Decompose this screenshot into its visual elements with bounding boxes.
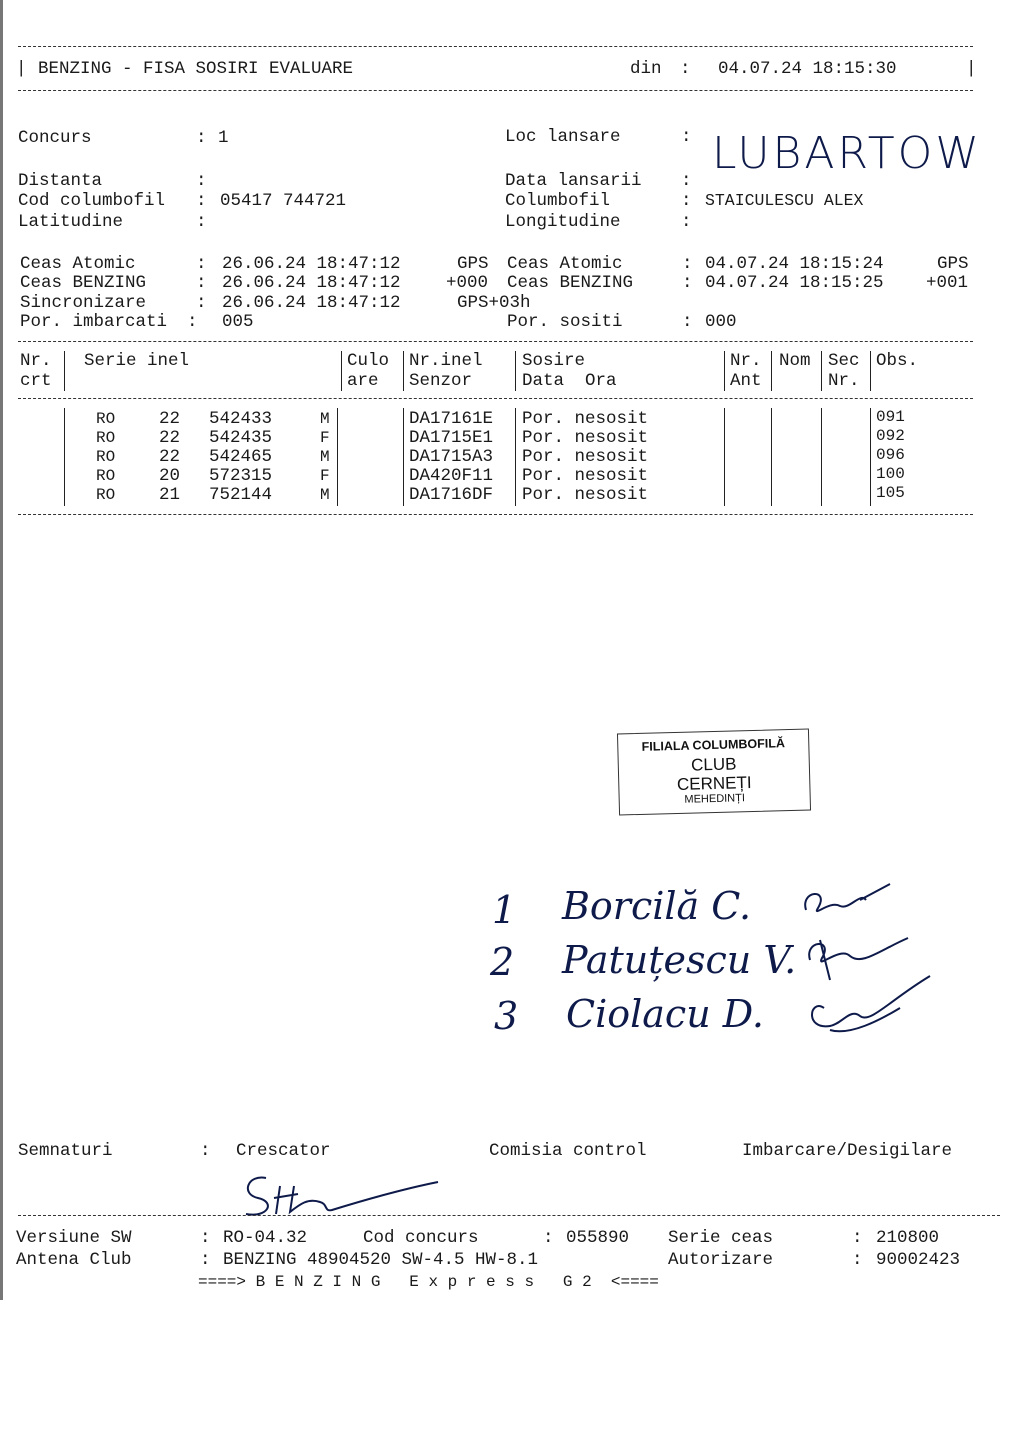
- header-sec: Sec: [828, 351, 860, 371]
- clock-value: 04.07.24 18:15:24: [705, 254, 884, 274]
- commission-signatures: [790, 880, 940, 1060]
- longitudine-label: Longitudine: [505, 212, 621, 232]
- por-sositi-label: Por. sositi: [507, 312, 623, 332]
- pipe: |: [966, 59, 977, 79]
- cod-concurs-label: Cod concurs: [363, 1228, 479, 1248]
- colon: :: [200, 1141, 211, 1161]
- column-rule: [724, 351, 725, 391]
- serie-ceas-value: 210800: [876, 1228, 940, 1248]
- colon: :: [187, 312, 198, 332]
- header-crt: crt: [20, 371, 52, 391]
- colon: :: [681, 171, 692, 191]
- commission-member: Ciolacu D.: [566, 992, 764, 1036]
- row-country: RO: [96, 486, 116, 504]
- versiune-value: RO-04.32: [223, 1228, 308, 1248]
- clock-label: Ceas BENZING: [507, 273, 634, 293]
- din-label: din: [630, 59, 662, 79]
- clock-label: Ceas BENZING: [20, 273, 147, 293]
- row-status: Por. nesosit: [522, 447, 649, 467]
- row-obs: 105: [876, 484, 905, 502]
- row-sex: M: [320, 448, 330, 466]
- row-ring: 542465: [209, 447, 273, 467]
- colon: :: [196, 254, 207, 274]
- versiune-label: Versiune SW: [16, 1228, 132, 1248]
- row-year: 22: [159, 447, 181, 467]
- clock-value: 26.06.24 18:47:12: [222, 254, 401, 274]
- column-rule: [64, 351, 65, 391]
- header-ant: Ant: [730, 371, 762, 391]
- clock-value: 04.07.24 18:15:25: [705, 273, 884, 293]
- stamp-line: FILIALA COLUMBOFILĂ: [641, 736, 786, 754]
- cod-columbofil-value: 05417 744721: [220, 191, 347, 211]
- commission-number: 3: [494, 994, 519, 1038]
- colon: :: [196, 212, 207, 232]
- row-sex: F: [320, 467, 330, 485]
- colon: :: [200, 1250, 211, 1270]
- column-rule: [724, 408, 725, 506]
- divider: [18, 1215, 1000, 1216]
- loc-lansare-value: LUBARTOW: [712, 128, 982, 179]
- column-rule: [821, 408, 822, 506]
- column-rule: [64, 408, 65, 506]
- page-edge: [0, 0, 3, 1300]
- column-rule: [337, 408, 338, 506]
- antena-label: Antena Club: [16, 1250, 132, 1270]
- colon: :: [543, 1228, 554, 1248]
- column-rule: [870, 351, 871, 391]
- row-sensor: DA1715E1: [409, 428, 494, 448]
- header-culoare-2: are: [347, 371, 379, 391]
- row-ring: 542433: [209, 409, 273, 429]
- colon: :: [681, 127, 692, 147]
- colon: :: [196, 171, 207, 191]
- column-rule: [771, 351, 772, 391]
- header-nom: Nom: [779, 351, 811, 371]
- club-stamp: [617, 729, 811, 816]
- row-ring: 752144: [209, 485, 273, 505]
- row-country: RO: [96, 448, 116, 466]
- cod-columbofil-label: Cod columbofil: [18, 191, 166, 211]
- row-status: Por. nesosit: [522, 409, 649, 429]
- row-sensor: DA1715A3: [409, 447, 494, 467]
- row-ring: 572315: [209, 466, 273, 486]
- column-rule: [403, 351, 404, 391]
- stamp-line: CERNEȚI: [676, 773, 752, 794]
- column-rule: [821, 351, 822, 391]
- row-year: 22: [159, 428, 181, 448]
- column-rule: [341, 351, 342, 391]
- commission-number: 1: [492, 888, 517, 932]
- row-country: RO: [96, 429, 116, 447]
- commission-member: Borcilă C.: [562, 884, 752, 928]
- header-senzor: Senzor: [409, 371, 473, 391]
- column-rule: [870, 408, 871, 506]
- imbarcare-label: Imbarcare/Desigilare: [742, 1141, 953, 1161]
- divider: [18, 341, 973, 342]
- clock-value: 26.06.24 18:47:12: [222, 273, 401, 293]
- row-sensor: DA1716DF: [409, 485, 494, 505]
- concurs-value: 1: [218, 128, 229, 148]
- row-country: RO: [96, 410, 116, 428]
- header-obs: Obs.: [876, 351, 919, 371]
- commission-member: Patuțescu V.: [562, 938, 797, 982]
- column-rule: [403, 408, 404, 506]
- row-year: 22: [159, 409, 181, 429]
- row-sex: M: [320, 486, 330, 504]
- colon: :: [681, 191, 692, 211]
- clock-label: Sincronizare: [20, 293, 147, 313]
- header-nr: Nr.: [20, 351, 52, 371]
- serie-ceas-label: Serie ceas: [668, 1228, 774, 1248]
- loc-lansare-label: Loc lansare: [505, 127, 621, 147]
- por-imbarcati-value: 005: [222, 312, 254, 332]
- colon: :: [682, 273, 693, 293]
- row-sex: F: [320, 429, 330, 447]
- colon: :: [196, 128, 207, 148]
- benzing-banner: ====> B E N Z I N G E x p r e s s G 2 <====: [198, 1273, 659, 1291]
- comisia-label: Comisia control: [489, 1141, 647, 1161]
- columbofil-label: Columbofil: [505, 191, 611, 211]
- por-imbarcati-label: Por. imbarcati: [20, 312, 168, 332]
- clock-suffix: GPS: [457, 254, 489, 274]
- stamp-line: MEHEDINȚI: [684, 792, 746, 806]
- divider: [18, 46, 973, 47]
- row-sex: M: [320, 410, 330, 428]
- header-nr-inel: Nr.inel: [409, 351, 483, 371]
- colon: :: [681, 212, 692, 232]
- row-status: Por. nesosit: [522, 485, 649, 505]
- colon: :: [682, 312, 693, 332]
- row-year: 20: [159, 466, 181, 486]
- divider: [18, 398, 973, 399]
- row-year: 21: [159, 485, 181, 505]
- antena-value: BENZING 48904520 SW-4.5 HW-8.1: [223, 1250, 539, 1270]
- autorizare-label: Autorizare: [668, 1250, 774, 1270]
- stamp-line: CLUB: [690, 754, 737, 775]
- clock-suffix: GPS+03h: [457, 293, 531, 313]
- divider: [18, 514, 973, 515]
- header-nr-ant: Nr.: [730, 351, 762, 371]
- distanta-label: Distanta: [18, 171, 103, 191]
- autorizare-value: 90002423: [876, 1250, 961, 1270]
- pipe: |: [16, 59, 27, 79]
- commission-number: 2: [490, 940, 515, 984]
- divider: [18, 90, 973, 91]
- row-country: RO: [96, 467, 116, 485]
- row-obs: 096: [876, 446, 905, 464]
- clock-suffix: +000: [446, 273, 489, 293]
- row-status: Por. nesosit: [522, 466, 649, 486]
- concurs-label: Concurs: [18, 128, 92, 148]
- header-serie: Serie inel: [84, 351, 190, 371]
- data-lansarii-label: Data lansarii: [505, 171, 642, 191]
- column-rule: [771, 408, 772, 506]
- columbofil-value: STAICULESCU ALEX: [705, 191, 864, 210]
- crescator-label: Crescator: [236, 1141, 331, 1161]
- clock-value: 26.06.24 18:47:12: [222, 293, 401, 313]
- header-sosire: Sosire: [522, 351, 586, 371]
- crescator-signature: [228, 1168, 448, 1228]
- header-culoare: Culo: [347, 351, 390, 371]
- row-obs: 100: [876, 465, 905, 483]
- column-rule: [515, 408, 516, 506]
- header-sec-nr: Nr.: [828, 371, 860, 391]
- row-obs: 091: [876, 408, 905, 426]
- latitudine-label: Latitudine: [18, 212, 124, 232]
- colon: :: [196, 191, 207, 211]
- column-rule: [515, 351, 516, 391]
- colon: :: [852, 1250, 863, 1270]
- clock-label: Ceas Atomic: [20, 254, 136, 274]
- cod-concurs-value: 055890: [566, 1228, 630, 1248]
- row-status: Por. nesosit: [522, 428, 649, 448]
- report-datetime: 04.07.24 18:15:30: [718, 59, 897, 79]
- row-sensor: DA17161E: [409, 409, 494, 429]
- colon: :: [196, 273, 207, 293]
- row-obs: 092: [876, 427, 905, 445]
- colon: :: [200, 1228, 211, 1248]
- row-sensor: DA420F11: [409, 466, 494, 486]
- report-title: BENZING - FISA SOSIRI EVALUARE: [38, 59, 354, 79]
- colon: :: [196, 293, 207, 313]
- colon: :: [682, 254, 693, 274]
- row-ring: 542435: [209, 428, 273, 448]
- signatures-label: Semnaturi: [18, 1141, 113, 1161]
- clock-label: Ceas Atomic: [507, 254, 623, 274]
- clock-suffix: GPS: [937, 254, 969, 274]
- header-data-ora: Data Ora: [522, 371, 617, 391]
- colon: :: [680, 59, 691, 79]
- colon: :: [852, 1228, 863, 1248]
- por-sositi-value: 000: [705, 312, 737, 332]
- clock-suffix: +001: [926, 273, 969, 293]
